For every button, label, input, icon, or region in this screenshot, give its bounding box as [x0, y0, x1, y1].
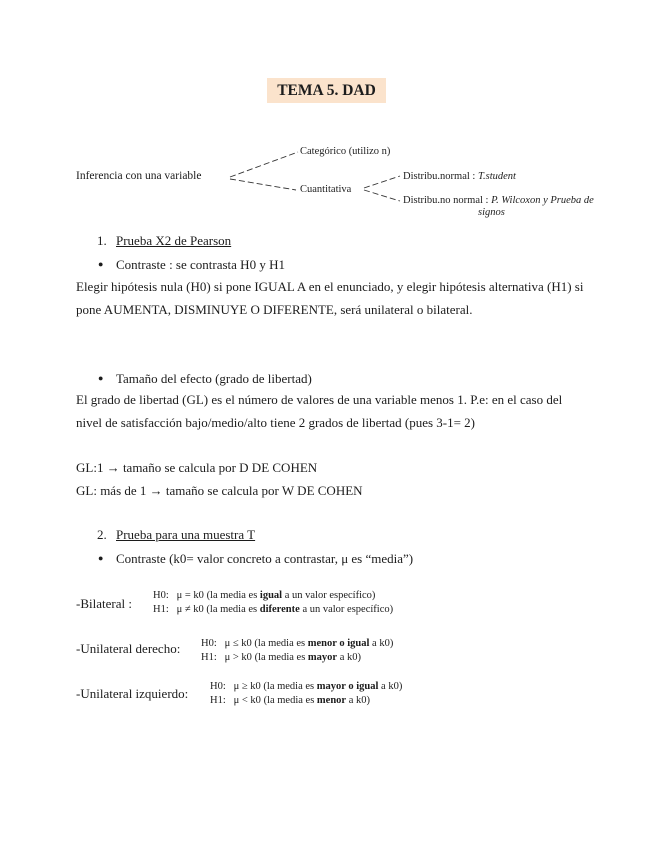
connector-cuantitativa: [230, 179, 296, 190]
izquierdo-label: -Unilateral izquierdo:: [76, 686, 189, 701]
section1-number: 1.: [97, 233, 107, 248]
section2-heading: Prueba para una muestra T: [116, 527, 256, 542]
section1-para2: El grado de libertad (GL) es el número de valores de una variable menos 1. P.e: en el caso del nivel de satisfacción bajo/medio/alto tiene 2 grados de libertad (pues 3-1= 2): [76, 392, 563, 430]
derecho-label: -Unilateral derecho:: [76, 641, 181, 656]
derecho-h1: H1: μ > k0 (la media es mayor a k0): [201, 652, 362, 663]
bilateral-label: -Bilateral :: [76, 596, 132, 611]
diagram-dist-no-normal: Distribu.no normal : P. Wilcoxon y Prueba de: [403, 195, 594, 206]
section1-para1: Elegir hipótesis nula (H0) si pone IGUAL A en el enunciado, y elegir hipótesis alternativa (H1) si pone AUMENTA, DISMINUYE O DIFERENTE, será unilateral o bilateral.: [76, 279, 584, 317]
derecho-h0: H0: μ ≤ k0 (la media es menor o igual a k0): [201, 638, 394, 649]
diagram-dist-normal: Distribu.normal : T.student: [403, 171, 516, 182]
diagram-dist-no-normal-cont: signos: [478, 207, 505, 218]
connector-dist-normal: [364, 176, 400, 188]
connector-categorico: [230, 152, 298, 177]
section1-bullet1: Contraste : se contrasta H0 y H1: [116, 257, 285, 272]
bullet-icon: ●: [98, 259, 104, 269]
section1-bullet2: Tamaño del efecto (grado de libertad): [116, 371, 312, 386]
bilateral-h1: H1: μ ≠ k0 (la media es diferente a un valor específico): [153, 604, 394, 615]
diagram-root: Inferencia con una variable: [76, 170, 202, 182]
bullet-icon: ●: [98, 373, 104, 383]
diagram-cuantitativa: Cuantitativa: [300, 184, 352, 195]
section2-number: 2.: [97, 527, 107, 542]
izquierdo-h1: H1: μ < k0 (la media es menor a k0): [210, 695, 371, 706]
bullet-icon: ●: [98, 553, 104, 563]
izquierdo-h0: H0: μ ≥ k0 (la media es mayor o igual a k0): [210, 681, 403, 692]
section2-bullet1: Contraste (k0= valor concreto a contrastar, μ es “media”): [116, 551, 414, 566]
connector-dist-no-normal: [364, 190, 400, 201]
gl-line-1: GL:1 → tamaño se calcula por D DE COHEN: [76, 460, 318, 475]
section1-heading: Prueba X2 de Pearson: [116, 233, 232, 248]
gl-line-2: GL: más de 1 → tamaño se calcula por W DE COHEN: [76, 483, 363, 498]
page-title: TEMA 5. DAD: [267, 78, 386, 103]
diagram-categorico: Categórico (utilizo n): [300, 146, 391, 157]
bilateral-h0: H0: μ = k0 (la media es igual a un valor específico): [153, 590, 376, 601]
